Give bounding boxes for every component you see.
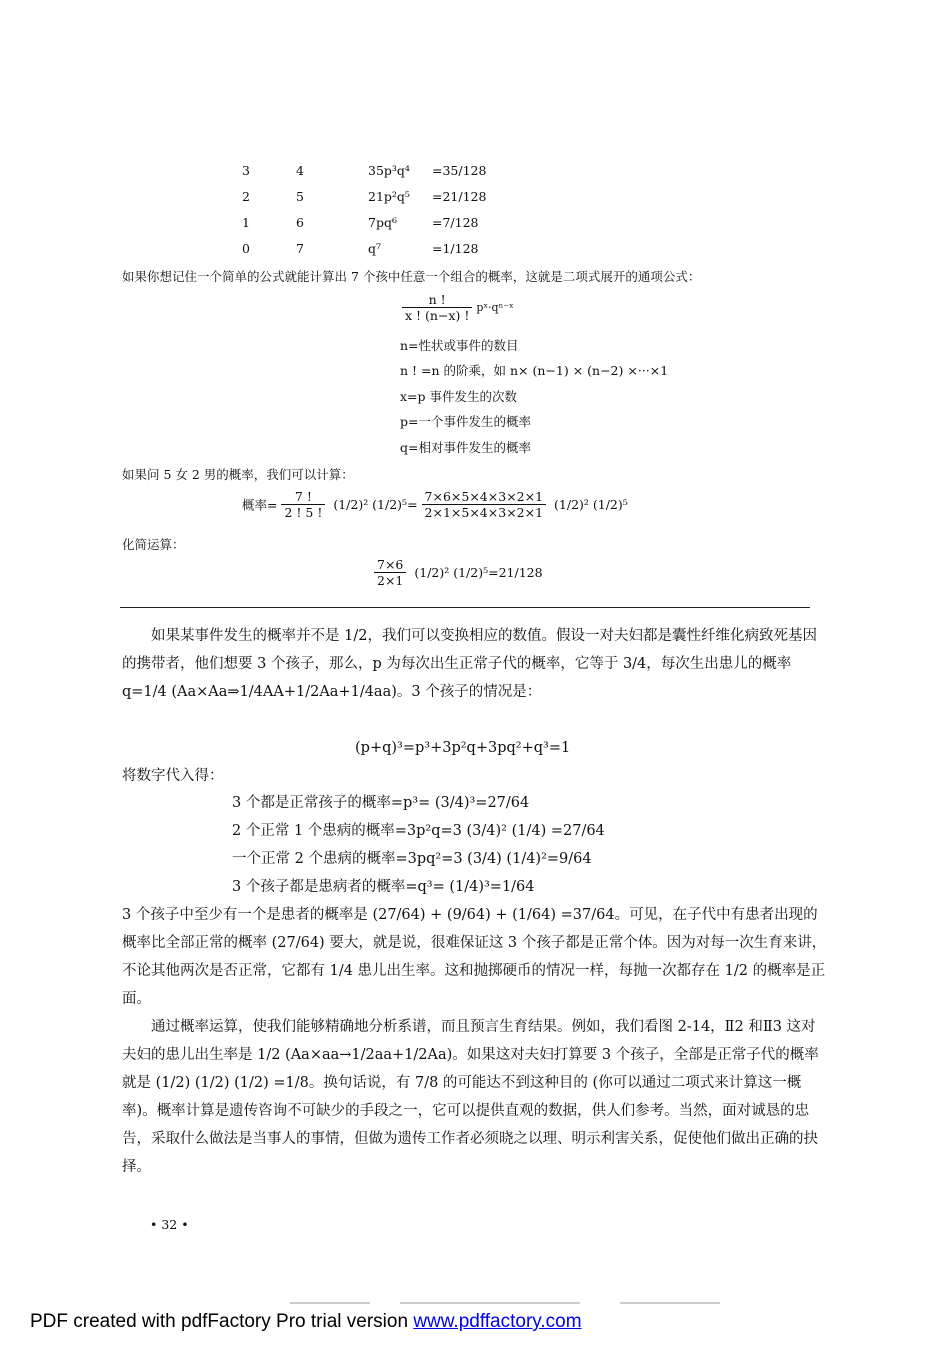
table-row <box>0 241 952 259</box>
scan-noise <box>620 1302 720 1304</box>
paragraph-3: 通过概率运算，使我们能够精确地分析系谱，而且预言生育结果。例如，我们看图 2-14，Ⅱ2 和Ⅱ3 这对夫妇的患儿出生率是 1/2 (Aa×aa→1/2aa+1/2Aa)。如果这对夫妇打算要 3 个孩子，全部是正常子代的概率就是 (1/2) (1/2) (1/2) =1/8。换句话说，有 7/8 的可能达不到这种目的 (你可以通过二项式来计算这一概率)。概率计算是遗传咨询不可缺少的手段之一，它可以提供直观的数据，供人们参考。当然，面对诚恳的忠告，采取什么做法是当事人的事情，但做为遗传工作者必须晓之以理、明示利害关系，促使他们做出正确的抉择。 <box>122 1019 819 1175</box>
fraction-numerator: 7×6×5×4×3×2×1 <box>422 489 547 505</box>
substitute-label: 将数字代入得： <box>122 768 224 784</box>
scan-noise <box>400 1302 580 1304</box>
fraction-numerator: 7×6 <box>374 557 406 573</box>
term-value: =35/128 <box>432 163 487 178</box>
pdf-footer <box>30 1311 582 1333</box>
box-divider <box>120 607 810 608</box>
formula-fraction <box>402 292 472 323</box>
simplify-label: 化简运算： <box>122 537 185 552</box>
term-value: =21/128 <box>432 189 487 204</box>
general-formula <box>402 292 514 323</box>
paragraph-2: 3 个孩子中至少有一个是患者的概率是 (27/64) + (9/64) + (1/64) =37/64。可见，在子代中有患者出现的概率比全部正常的概率 (27/64) 要大，就是说，很难保证这 3 个孩子都是正常个体。因为对每一次生育来讲，不论其他两次是否正常，它都有 1/4 患儿出生率。这和抛掷硬币的情况一样，每抛一次都存在 1/2 的概率是正面。 <box>122 907 827 1007</box>
male-count: 5 <box>296 189 304 204</box>
case-item: 3 个孩子都是患病者的概率=q³= (1/4)³=1/64 <box>232 879 535 895</box>
table-row <box>0 189 952 207</box>
probability-formula <box>242 489 628 520</box>
paragraph-1: 如果某事件发生的概率并不是 1/2，我们可以变换相应的数值。假设一对夫妇都是囊性纤维化病致死基因的携带者，他们想要 3 个孩子，那么，p 为每次出生正常子代的概率，它等于 3/4，每次生出患儿的概率 q=1/4 (Aa×Aa⇒1/4AA+1/2Aa+1/4aa)。3 个孩子的情况是： <box>122 628 817 700</box>
fraction-factorial <box>281 489 325 520</box>
female-count: 2 <box>242 189 250 204</box>
case-item: 一个正常 2 个患病的概率=3pq²=3 (3/4) (1/4)²=9/64 <box>232 851 592 867</box>
definition-item: p=一个事件发生的概率 <box>400 414 531 429</box>
footer-text: PDF created with pdfFactory Pro trial version <box>30 1311 414 1332</box>
fraction-expanded <box>422 489 547 520</box>
formula-middle: (1/2)² (1/2)⁵= <box>333 497 418 512</box>
formula-power: pˣ·qⁿ⁻ˣ <box>476 301 514 314</box>
definition-item: n ! =n 的阶乘，如 n× (n−1) × (n−2) ×···×1 <box>400 363 669 378</box>
term: 35p³q⁴ <box>368 163 410 178</box>
female-count: 3 <box>242 163 250 178</box>
definition-item: x=p 事件发生的次数 <box>400 389 517 404</box>
table-row <box>0 215 952 233</box>
simplified-formula <box>374 557 543 588</box>
example-line: 如果问 5 女 2 男的概率，我们可以计算： <box>122 467 354 482</box>
table-row <box>0 163 952 181</box>
formula-numerator: n ! <box>402 292 472 308</box>
formula-denominator: x ! (n−x) ! <box>405 308 470 323</box>
male-count: 7 <box>296 241 304 256</box>
scan-noise <box>290 1302 370 1304</box>
term: 21p²q⁵ <box>368 189 410 204</box>
fraction-denominator: 2 ! 5 ! <box>284 505 323 520</box>
fraction-denominator: 2×1 <box>377 573 404 588</box>
definition-item: n=性状或事件的数目 <box>400 338 519 353</box>
case-item: 2 个正常 1 个患病的概率=3p²q=3 (3/4)² (1/4) =27/64 <box>232 823 605 839</box>
intro-line: 如果你想记住一个简单的公式就能计算出 7 个孩中任意一个组合的概率，这就是二项式展开的通项公式： <box>122 269 701 284</box>
simplified-rest: (1/2)² (1/2)⁵=21/128 <box>414 565 543 580</box>
term-value: =1/128 <box>432 241 479 256</box>
male-count: 6 <box>296 215 304 230</box>
case-item: 3 个都是正常孩子的概率=p³= (3/4)³=27/64 <box>232 795 530 811</box>
page-number: • 32 • <box>150 1217 189 1232</box>
probability-label: 概率= <box>242 497 278 513</box>
simplified-fraction <box>374 557 406 588</box>
fraction-denominator: 2×1×5×4×3×2×1 <box>424 505 544 520</box>
male-count: 4 <box>296 163 304 178</box>
term: 7pq⁶ <box>368 215 397 230</box>
female-count: 1 <box>242 215 250 230</box>
definition-item: q=相对事件发生的概率 <box>400 440 531 455</box>
expansion-formula: (p+q)³=p³+3p²q+3pq²+q³=1 <box>355 740 571 756</box>
fraction-numerator: 7 ! <box>281 489 325 505</box>
term-value: =7/128 <box>432 215 479 230</box>
footer-link[interactable]: www.pdffactory.com <box>413 1311 582 1332</box>
female-count: 0 <box>242 241 250 256</box>
term: q⁷ <box>368 241 382 256</box>
formula-tail: (1/2)² (1/2)⁵ <box>554 497 628 512</box>
